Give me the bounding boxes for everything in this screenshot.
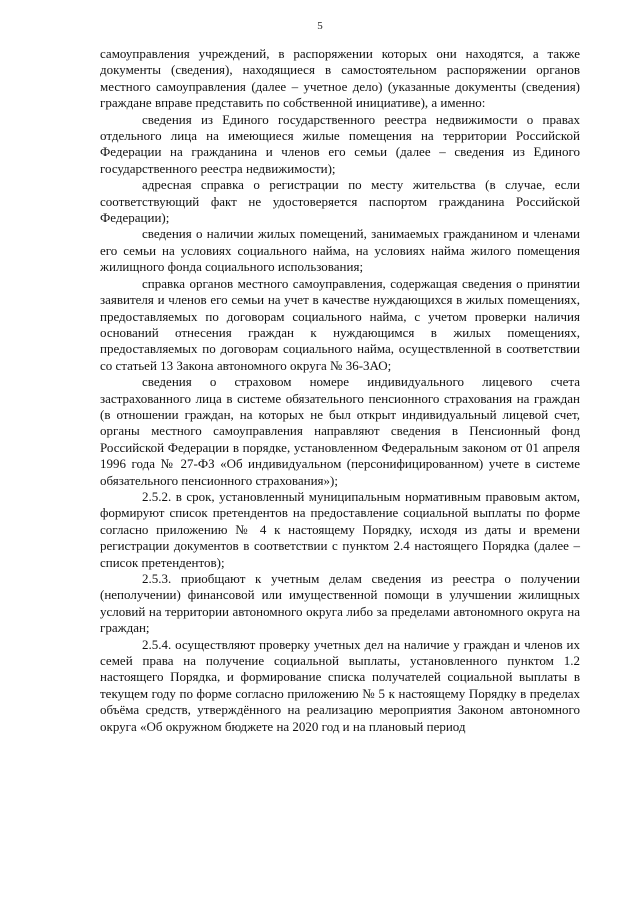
- paragraph-egrn-info: сведения из Единого государственного реестра недвижимости о правах отдельного лица на имеющиеся жилые помещения на территории Российской Федерации на гражданина и членов его семьи (далее – сведения из Единого государственного реестра недвижимости);: [100, 111, 580, 176]
- paragraph-housing-info: сведения о наличии жилых помещений, занимаемых гражданином и членами его семьи на условиях социального найма, на условиях найма жилого помещения жилищного фонда социального использования;: [100, 226, 580, 275]
- page-number: 5: [317, 20, 323, 32]
- paragraph-address-certificate: адресная справка о регистрации по месту жительства (в случае, если соответствующий факт не удостоверяется паспортом гражданина Российской Федерации);: [100, 177, 580, 226]
- paragraph-documents-intro: самоуправления учреждений, в распоряжении которых они находятся, а также документы (сведения), находящиеся в самостоятельном распоряжении органов местного самоуправления (далее – учетное дело) (указанные документы (сведения) граждане вправе представить по собственной инициативе), а именно:: [100, 46, 580, 111]
- paragraph-2-5-2: 2.5.2. в срок, установленный муниципальным нормативным правовым актом, формируют список претендентов на предоставление социальной выплаты по форме согласно приложению № 4 к настоящему Порядку, исходя из даты и времени регистрации документов в соответствии с пунктом 2.4 настоящего Порядка (далее – список претендентов);: [100, 488, 580, 570]
- paragraph-2-5-4: 2.5.4. осуществляют проверку учетных дел на наличие у граждан и членов их семей права на получение социальной выплаты, установленного пунктом 1.2 настоящего Порядка, и формирование списка получателей социальной выплаты в текущем году по форме согласно приложению № 5 к настоящему Порядку в пределах объёма средств, утверждённого на реализацию мероприятия Законом автономного округа «Об окружном бюджете на 2020 год и на плановый период: [100, 636, 580, 734]
- paragraph-municipal-certificate: справка органов местного самоуправления, содержащая сведения о принятии заявителя и членов его семьи на учет в качестве нуждающихся в жилых помещениях, предоставляемых по договорам социального найма, с учетом проверки наличия оснований отнесения граждан к нуждающимся в жилых помещениях, предоставляемых по договорам социального найма, осуществленной в соответствии со статьей 13 Закона автономного округа № 36-3АО;: [100, 275, 580, 373]
- paragraph-snils-info: сведения о страховом номере индивидуального лицевого счета застрахованного лица в системе обязательного пенсионного страхования на граждан (в отношении граждан, на которых не был открыт индивидуальный лицевой счет, органы местного самоуправления направляют сведения в Пенсионный фонд Российской Федерации в порядке, установленном Федеральным законом от 01 апреля 1996 года № 27-ФЗ «Об индивидуальном (персонифицированном) учете в системе обязательного пенсионного страхования»);: [100, 374, 580, 488]
- paragraph-2-5-3: 2.5.3. приобщают к учетным делам сведения из реестра о получении (неполучении) финансовой или имущественной помощи в улучшении жилищных условий на территории автономного округа либо за пределами автономного округа на граждан;: [100, 571, 580, 636]
- document-body: [100, 46, 580, 735]
